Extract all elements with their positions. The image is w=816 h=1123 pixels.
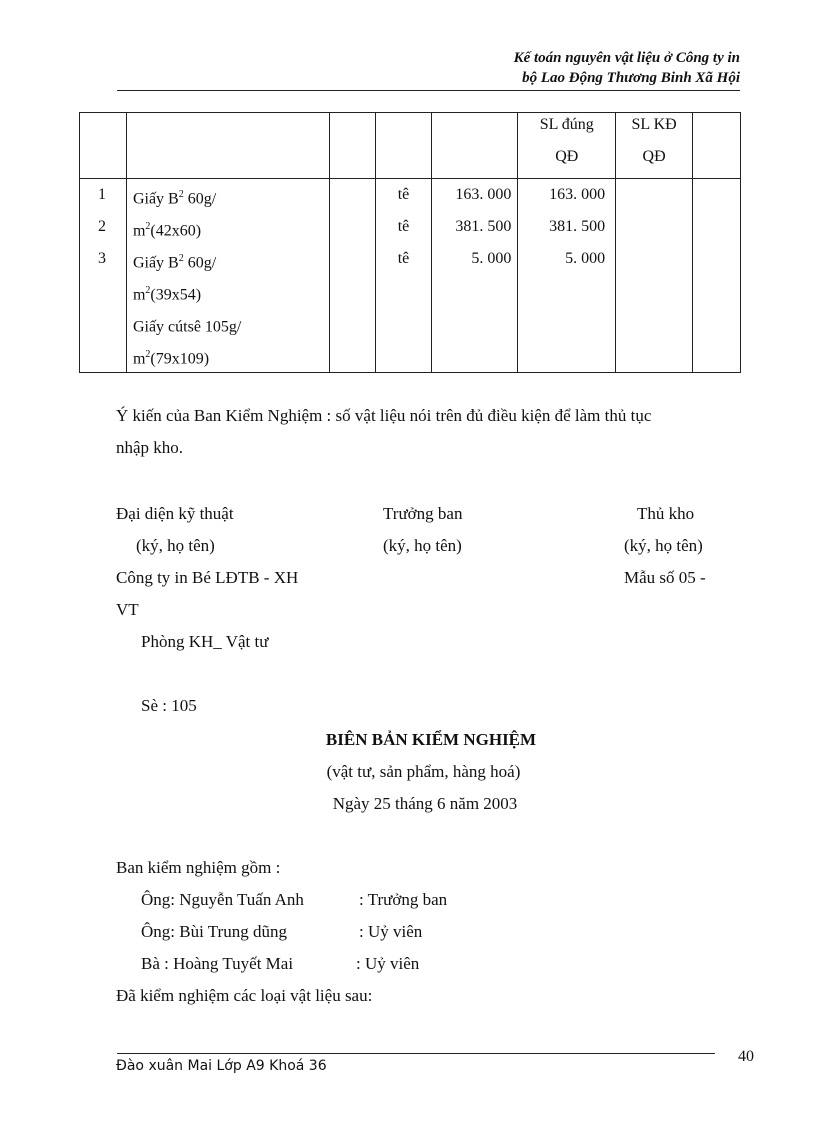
stt-cell [80,179,127,373]
unit-cell [375,179,432,373]
committee-intro: Ban kiểm nghiệm gồm : [116,858,281,877]
table-cell [616,179,693,373]
table-cell [329,179,375,373]
header-rule [117,90,740,91]
form-vt: VT [116,600,139,619]
header-text: SL đúng [539,116,594,133]
committee-member-name: Ông: Nguyễn Tuấn Anh [141,890,304,909]
unit-value: tê [397,218,410,235]
qty-value: 381. 500 [455,218,512,235]
opinion-line1: Ý kiến của Ban Kiểm Nghiệm : số vật liệu nói trên đủ điều kiện để làm thủ tục [116,406,652,425]
qty-ok-cell [518,179,616,373]
table-cell [126,113,329,179]
material-name-line: $m^2(39x54)$ [132,285,202,304]
header-text: SL KĐ [631,116,677,133]
footer-rule [117,1053,715,1054]
col-header-sl-dung [518,113,616,179]
qty-value: 163. 000 [455,186,512,203]
table-cell [432,113,518,179]
committee-member-name: Ông: Bùi Trung dũng [141,922,287,941]
material-name-line: $m^2(42x60)$ [132,221,202,240]
report-date: Ngày 25 tháng 6 năm 2003 [332,794,518,813]
header-title-line2: bộ Lao Động Thương Binh Xã Hội [522,70,740,86]
table-cell [329,113,375,179]
report-subtitle: (vật tư, sản phẩm, hàng hoá) [326,762,521,781]
table-header-row [80,113,741,179]
document-number: Sè : 105 [141,696,197,715]
material-name-line: Giấy $B^2$ 60g/ [132,189,217,208]
stt-value: 1 [98,186,106,203]
qty-ok-value: 163. 000 [549,186,606,203]
table-cell [375,113,432,179]
footer-author: Đào xuân Mai Lớp A9 Khoá 36 [116,1058,327,1074]
signature-tech-label: Đại diện kỹ thuật [116,504,234,523]
table-cell [693,113,741,179]
signature-head-sub: (ký, họ tên) [383,536,462,555]
committee-member-role: : Uỷ viên [359,922,423,941]
signature-head-label: Trưởng ban [383,504,463,523]
committee-member-role: : Uỷ viên [356,954,420,973]
header-text: QĐ [555,148,579,165]
qty-ok-value: 381. 500 [549,218,606,235]
stt-value: 3 [98,250,106,267]
table-row [80,179,741,373]
stt-value: 2 [98,218,106,235]
material-name-line: Giấy cútsê 105g/ [132,318,242,336]
header-title-line1: Kế toán nguyên vật liệu ở Công ty in [513,50,740,66]
qty-ok-value: 5. 000 [565,250,606,267]
table-cell [693,179,741,373]
unit-value: tê [397,186,410,203]
qty-value: 5. 000 [471,250,512,267]
committee-outro: Đã kiểm nghiệm các loại vật liệu sau: [116,986,373,1005]
signature-tech-sub: (ký, họ tên) [136,536,215,555]
signature-keeper-sub: (ký, họ tên) [624,536,703,555]
material-name-line: Giấy $B^2$ 60g/ [132,253,217,272]
report-title: BIÊN BẢN KIỂM NGHIỆM [325,730,537,749]
header-text: QĐ [642,148,666,165]
form-number: Mẫu số 05 - [624,568,706,587]
committee-member-name: Bà : Hoàng Tuyết Mai [141,954,294,973]
qty-cell [432,179,518,373]
material-name-cell [126,179,329,373]
col-header-sl-kd [616,113,693,179]
signature-keeper-label: Thủ kho [637,504,695,523]
page-number: 40 [738,1048,754,1065]
company-name: Công ty in Bé LĐTB - XH [116,568,299,587]
material-name-line: $m^2(79x109)$ [132,349,210,368]
department: Phòng KH_ Vật tư [141,632,269,651]
goods-table [79,112,741,373]
opinion-line2: nhập kho. [116,438,184,457]
committee-member-role: : Trưởng ban [359,890,448,909]
unit-value: tê [397,250,410,267]
table-cell [80,113,127,179]
